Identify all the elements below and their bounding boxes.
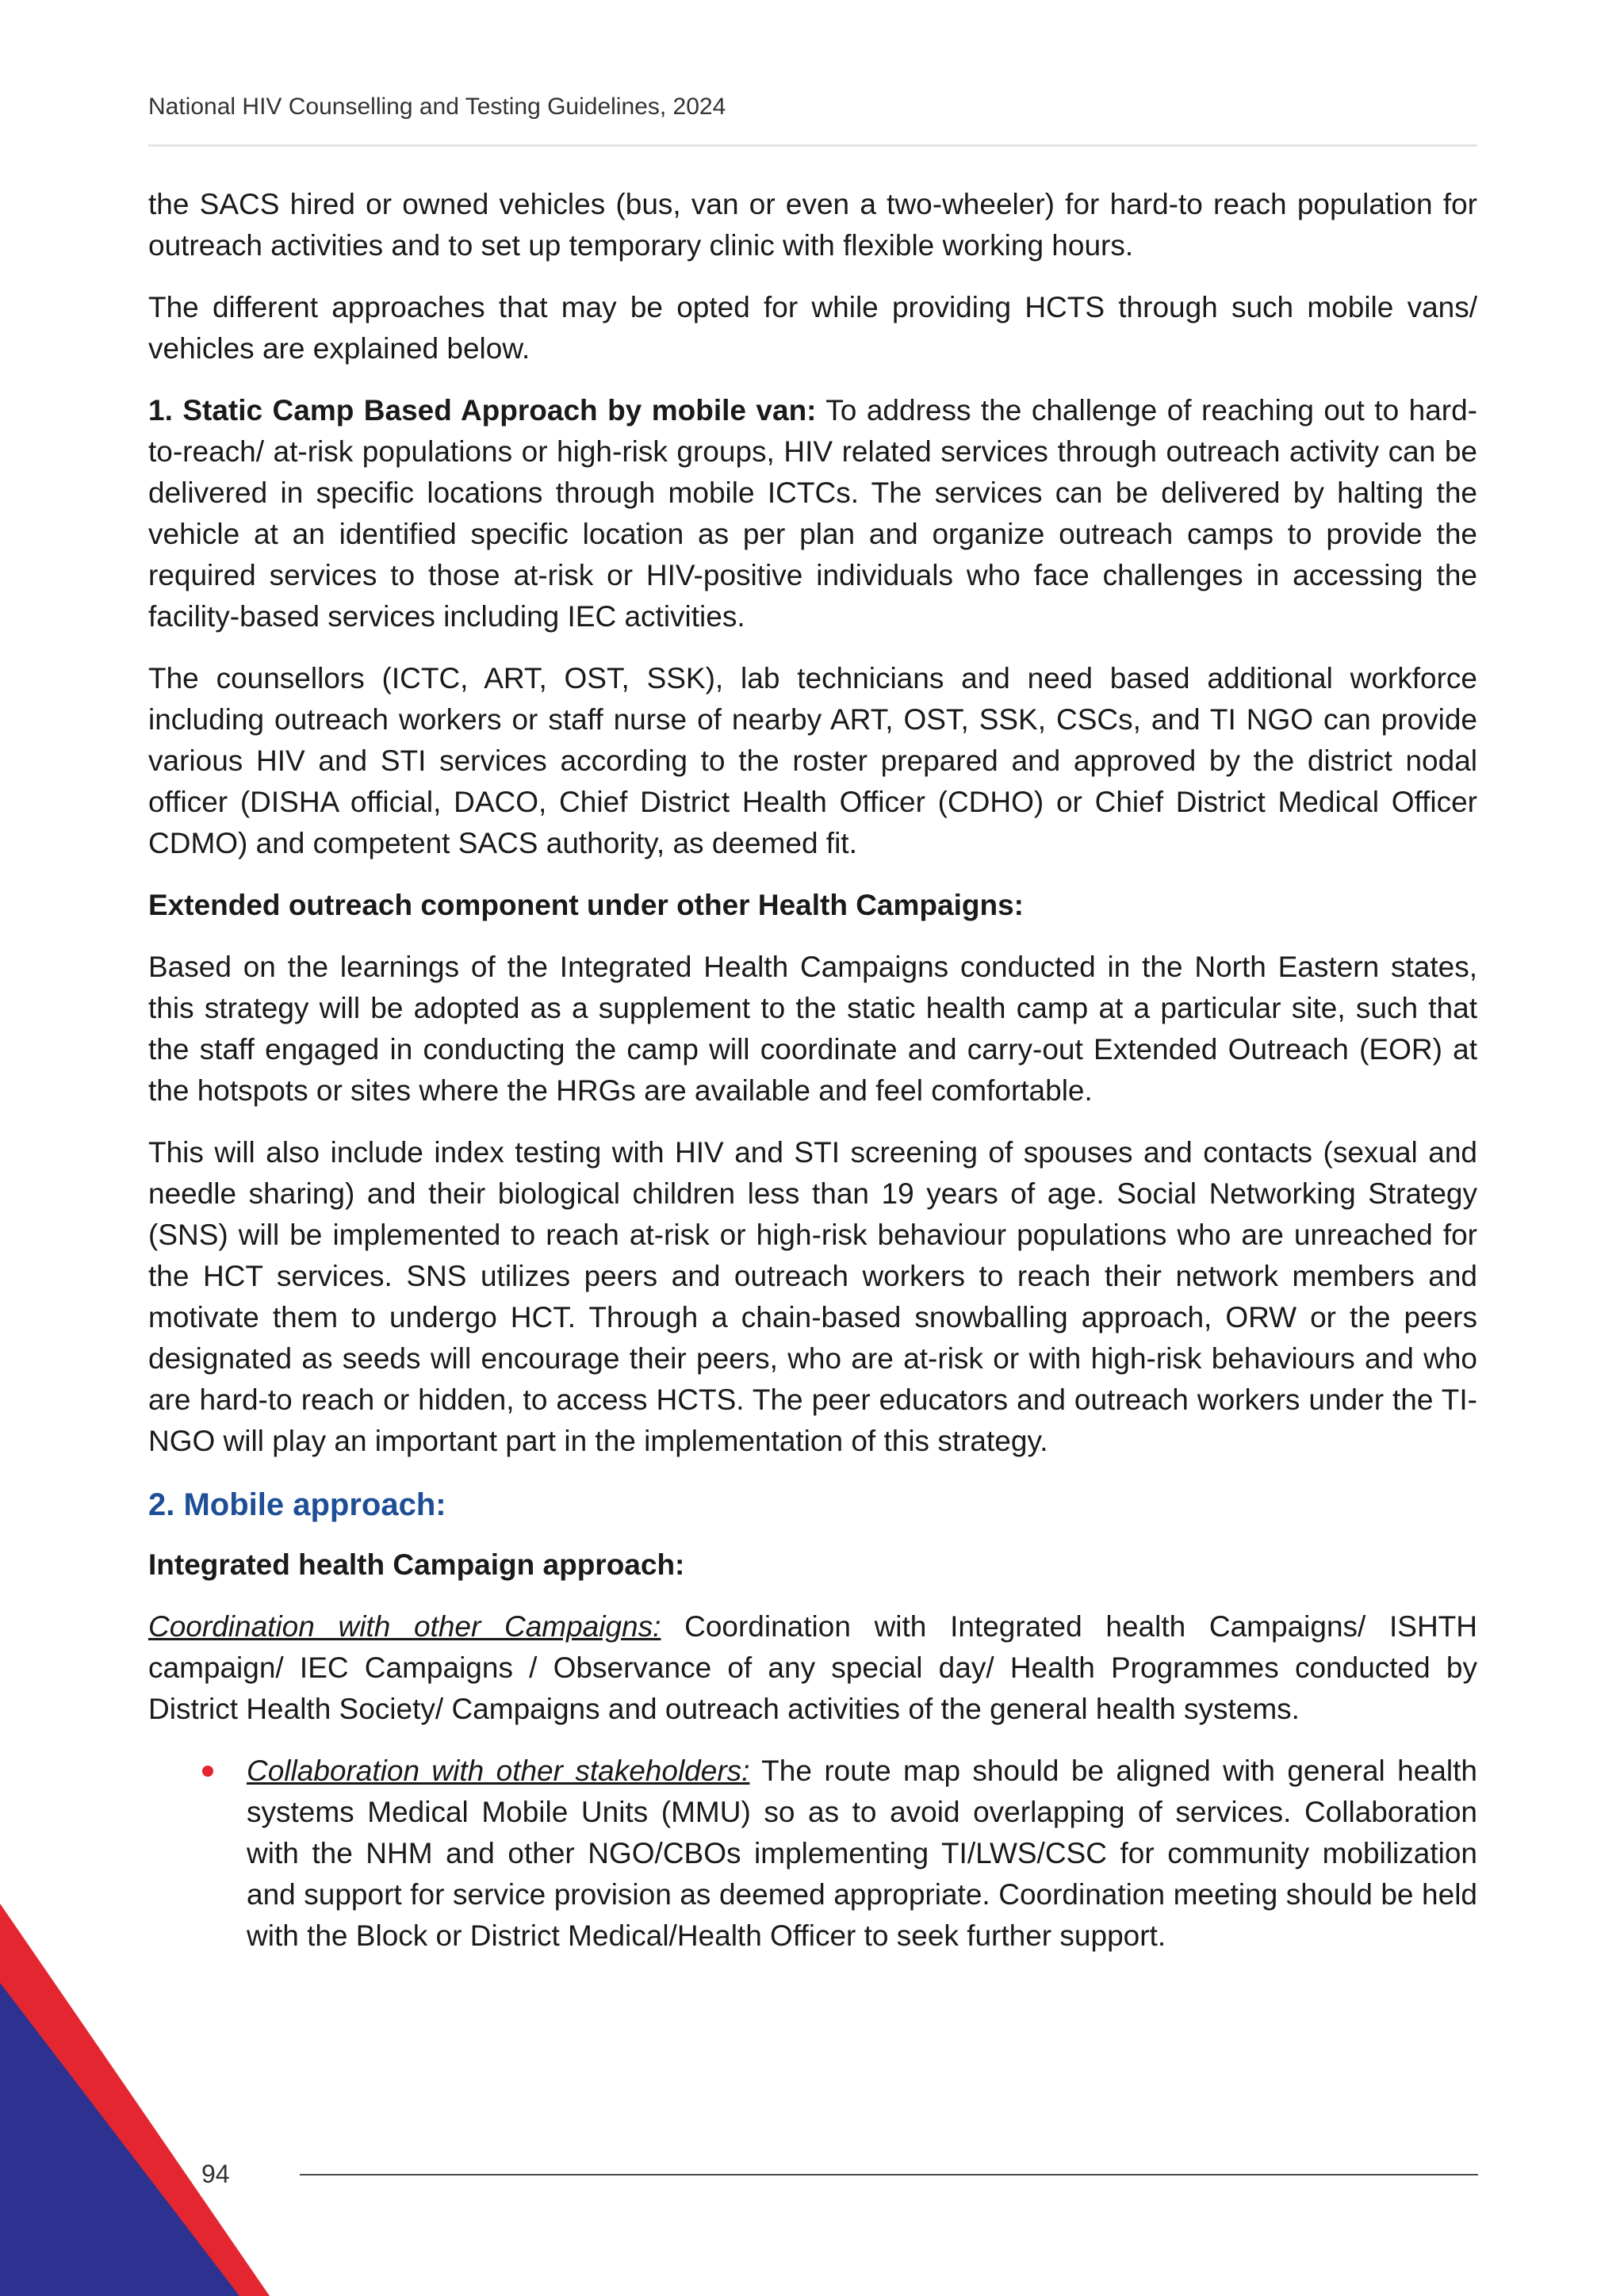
paragraph-index-testing: This will also include index testing with HIV and STI screening of spouses and contacts (sexual and needle sharing) and their biological children less than 19 years of age. Social Networking Strategy (SNS) will be implemented to reach at-risk or high-risk behaviour populations who are unreached for the HCT services. SNS utilizes peers and outreach workers to reach their network members and motivate them to undergo HCT. Through a chain-based snowballing approach, ORW or the peers designated as seeds will encourage their peers, who are at-risk or with high-risk behaviours and who are hard-to reach or hidden, to access HCTS. The peer educators and outreach workers under the TI-NGO will play an important part in the implementation of this strategy. <box>148 1136 1477 1457</box>
page-body <box>148 184 1477 1957</box>
collaboration-lead: Collaboration with other stakeholders: <box>247 1755 750 1787</box>
paragraph-learnings: Based on the learnings of the Integrated Health Campaigns conducted in the North Eastern states, this strategy will be adopted as a supplement to the static health camp at a particular site, such that the staff engaged in conducting the camp will coordinate and carry-out Extended Outreach (EOR) at the hotspots or sites where the HRGs are available and feel comfortable. <box>148 951 1477 1107</box>
static-camp-text: To address the challenge of reaching out to hard-to-reach/ at-risk populations or high-risk groups, HIV related services through outreach activity can be delivered in specific locations through mobile ICTCs. The services can be delivered by halting the vehicle at an identified specific location as per plan and organize outreach camps to provide the required services to those at-risk or HIV-positive individuals who face challenges in accessing the facility-based services including IEC activities. <box>148 394 1477 633</box>
bullet-list <box>148 1751 1477 1957</box>
subheading-integrated-campaign: Integrated health Campaign approach: <box>148 1548 685 1581</box>
paragraph-static-camp <box>148 390 1477 637</box>
footer-divider <box>300 2174 1478 2175</box>
paragraph-coordination <box>148 1606 1477 1730</box>
coordination-text: Coordination with Integrated health Campaigns/ ISHTH campaign/ IEC Campaigns / Observance of any special day/ Health Programmes conducted by District Health Society/ Campaigns and outreach activities of the general health systems. <box>148 1610 1477 1725</box>
coordination-lead: Coordination with other Campaigns: <box>148 1610 661 1643</box>
paragraph-vehicles: the SACS hired or owned vehicles (bus, van or even a two-wheeler) for hard-to reach population for outreach activities and to set up temporary clinic with flexible working hours. <box>148 188 1477 262</box>
list-item <box>247 1751 1477 1957</box>
section-heading-mobile-approach: 2. Mobile approach: <box>148 1487 446 1522</box>
running-header: National HIV Counselling and Testing Guidelines, 2024 <box>148 94 726 120</box>
paragraph-counsellors: The counsellors (ICTC, ART, OST, SSK), lab technicians and need based additional workforce including outreach workers or staff nurse of nearby ART, OST, SSK, CSCs, and TI NGO can provide various HIV and STI services according to the roster prepared and approved by the district nodal officer (DISHA official, DACO, Chief District Health Officer (CDHO) or Chief District Medical Officer CDMO) and competent SACS authority, as deemed fit. <box>148 662 1477 859</box>
collaboration-text: The route map should be aligned with general health systems Medical Mobile Units (MMU) so as to avoid overlapping of services. Collaboration with the NHM and other NGO/CBOs implementing TI/LWS/CSC for community mobilization and support for service provision as deemed appropriate. Coordination meeting should be held with the Block or District Medical/Health Officer to seek further support. <box>247 1755 1477 1952</box>
paragraph-approaches-intro: The different approaches that may be opted for while providing HCTS through such mobile vans/ vehicles are explained below. <box>148 291 1477 365</box>
page-number: 94 <box>201 2160 230 2188</box>
subheading-extended-outreach: Extended outreach component under other Health Campaigns: <box>148 889 1024 921</box>
static-camp-lead: 1. Static Camp Based Approach by mobile van: <box>148 394 817 427</box>
header-divider <box>148 144 1477 147</box>
